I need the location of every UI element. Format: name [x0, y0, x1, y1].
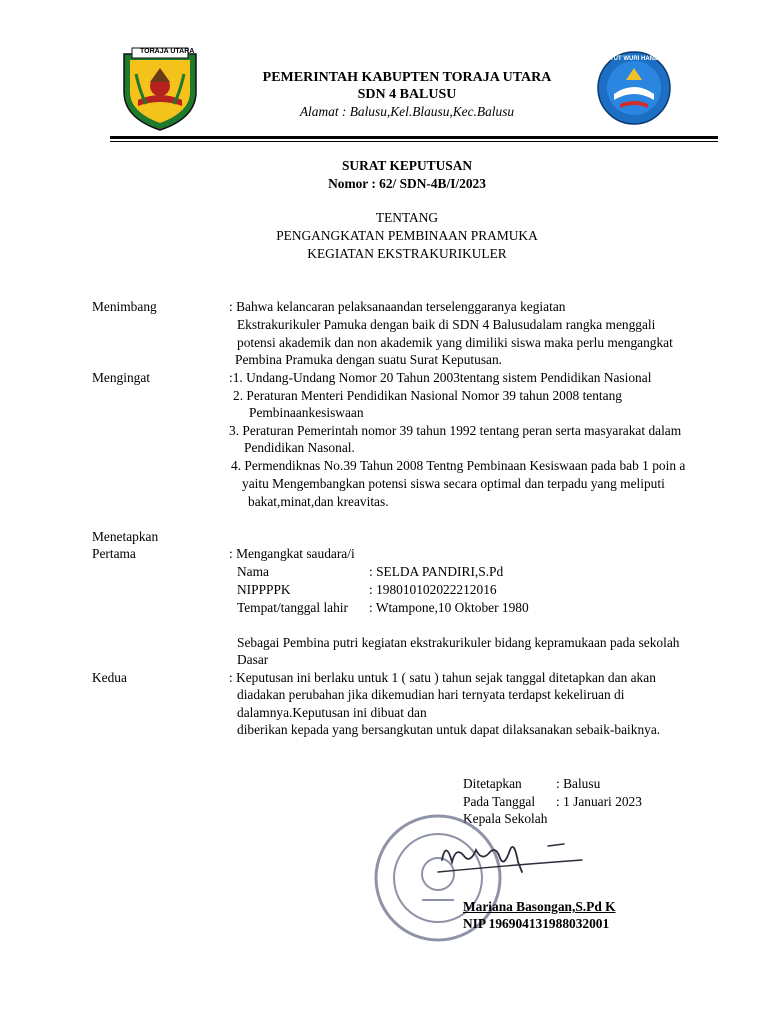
signatory-nip: NIP 196904131988032001 — [463, 916, 610, 931]
logo-left-text: TORAJA UTARA — [140, 48, 195, 55]
header-line1: PEMERINTAH KABUPTEN TORAJA UTARA — [262, 70, 552, 85]
mengingat-line: 3. Peraturan Pemerintah nomor 39 tahun 1992 tentang peran serta masyarakat dalam — [229, 423, 682, 438]
header-line2: SDN 4 BALUSU — [357, 87, 457, 102]
letter-title: SURAT KEPUTUSAN — [341, 158, 473, 173]
kedua-line: dalamnya.Keputusan ini dibuat dan — [237, 705, 427, 720]
ttl-label: Tempat/tanggal lahir — [237, 600, 348, 615]
ditetapkan-label: Ditetapkan — [463, 776, 522, 791]
mengingat-line: :1. Undang-Undang Nomor 20 Tahun 2003tentang sistem Pendidikan Nasional — [229, 370, 652, 385]
kedua-line: diberikan kepada yang bersangkutan untuk dapat dilaksanakan sebaik-baiknya. — [237, 722, 661, 737]
header-address: Alamat : Balusu,Kel.Blausu,Kec.Balusu — [299, 104, 515, 119]
logo-right-text: TUT WURI HANDAYANI — [610, 56, 676, 62]
mengingat-line: bakat,minat,dan kreavitas. — [248, 494, 389, 509]
signatory-name: Mariana Basongan,S.Pd K — [463, 899, 616, 914]
nama-value: : SELDA PANDIRI,S.Pd — [369, 564, 504, 579]
menimbang-label: Menimbang — [92, 299, 157, 314]
kedua-line: diadakan perubahan jika dikemudian hari ternyata terdapst kekeliruan di — [237, 687, 625, 702]
menetapkan-label: Menetapkan — [92, 529, 159, 544]
ttl-value: : Wtampone,10 Oktober 1980 — [369, 600, 529, 615]
menimbang-line: : Bahwa kelancaran pelaksanaandan terselenggaranya kegiatan — [229, 299, 566, 314]
ditetapkan-value: : Balusu — [556, 776, 601, 791]
header-divider-thick — [110, 136, 718, 139]
mengingat-line: 2. Peraturan Menteri Pendidikan Nasional Nomor 39 tahun 2008 tentang — [233, 388, 622, 403]
header-divider-thin — [110, 141, 718, 142]
pertama-label: Pertama — [92, 546, 136, 561]
kedua-label: Kedua — [92, 670, 127, 685]
tentang-label: TENTANG — [375, 210, 439, 225]
pertama-intro: : Mengangkat saudara/i — [229, 546, 355, 561]
tanggal-value: : 1 Januari 2023 — [556, 794, 642, 809]
tanggal-label: Pada Tanggal — [463, 794, 536, 809]
subject-line1: PENGANGKATAN PEMBINAAN PRAMUKA — [276, 228, 538, 243]
subject-line2: KEGIATAN EKSTRAKURIKULER — [307, 246, 507, 261]
mengingat-line: 4. Permendiknas No.39 Tahun 2008 Tentng Pembinaan Kesiswaan pada bab 1 poin a — [231, 458, 686, 473]
nip-label: NIPPPPK — [237, 582, 291, 597]
toraja-utara-logo — [118, 44, 202, 132]
menimbang-line: potensi akademik dan non akademik yang dimiliki siswa maka perlu mengangkat — [237, 335, 673, 350]
mengingat-line: Pembinaankesiswaan — [249, 405, 364, 420]
sebagai-line1: Sebagai Pembina putri kegiatan ekstrakurikuler bidang kepramukaan pada sekolah — [237, 635, 680, 650]
menimbang-line: Ekstrakurikuler Pamuka dengan baik di SDN 4 Balusudalam rangka menggali — [237, 317, 656, 332]
sebagai-line2: Dasar — [237, 652, 269, 667]
nama-label: Nama — [237, 564, 269, 579]
mengingat-line: Pendidikan Nasonal. — [244, 440, 355, 455]
handwritten-signature — [430, 832, 590, 882]
letter-number: Nomor : 62/ SDN-4B/I/2023 — [328, 176, 486, 191]
menimbang-line: Pembina Pramuka dengan suatu Surat Keputusan. — [235, 352, 503, 367]
mengingat-label: Mengingat — [92, 370, 151, 385]
jabatan: Kepala Sekolah — [463, 811, 548, 826]
kedua-line: : Keputusan ini berlaku untuk 1 ( satu ) tahun sejak tanggal ditetapkan dan akan — [229, 670, 656, 685]
mengingat-line: yaitu Mengembangkan potensi siswa secara optimal dan terpadu yang meliputi — [242, 476, 665, 491]
nip-value: : 198010102022212016 — [369, 582, 497, 597]
